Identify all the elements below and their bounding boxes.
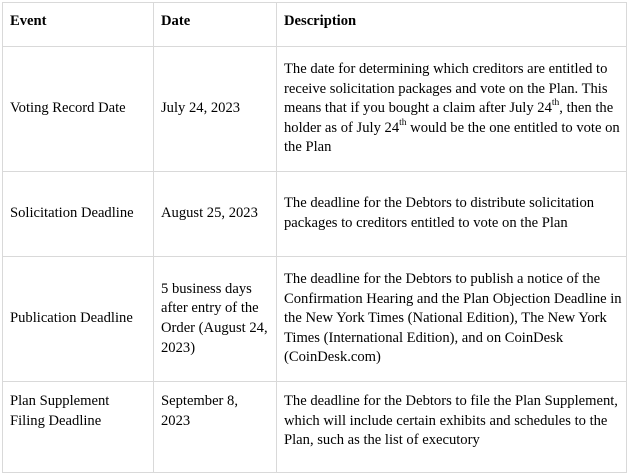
date-cell: July 24, 2023	[154, 47, 277, 172]
ordinal-suffix: th	[399, 117, 407, 128]
event-cell: Voting Record Date	[3, 47, 154, 172]
header-event: Event	[3, 3, 154, 47]
event-cell: Plan Supplement Filing Deadline	[3, 382, 154, 473]
description-text: would be the one entitled to vote on the Plan	[284, 119, 620, 156]
table-row	[3, 382, 627, 473]
event-cell: Publication Deadline	[3, 257, 154, 382]
description-text: , then the holder as of July 24	[284, 100, 614, 136]
header-row	[3, 3, 627, 47]
description-cell: The deadline for the Debtors to distribute solicitation packages to creditors entitled to vote on the Plan	[277, 172, 627, 257]
table-row	[3, 47, 627, 172]
date-cell: 5 business days after entry of the Order (August 24, 2023)	[154, 257, 277, 382]
table-row	[3, 257, 627, 382]
description-cell: The deadline for the Debtors to file the Plan Supplement, which will include certain exhibits and schedules to the Plan, such as the list of executory	[277, 382, 627, 473]
date-cell: August 25, 2023	[154, 172, 277, 257]
deadlines-table	[2, 2, 627, 473]
date-cell: September 8, 2023	[154, 382, 277, 473]
description-cell: The deadline for the Debtors to publish a notice of the Confirmation Hearing and the Plan Objection Deadline in the New York Times (National Edition), The New York Times (International Edition), and on CoinDesk (CoinDesk.com)	[277, 257, 627, 382]
ordinal-suffix: th	[551, 98, 560, 109]
header-description: Description	[277, 3, 627, 47]
header-date: Date	[154, 3, 277, 47]
description-cell	[277, 47, 627, 172]
event-cell: Solicitation Deadline	[3, 172, 154, 257]
description-text: The date for determining which creditors are entitled to receive solicitation packages and vote on the Plan. This means that if you bought a claim after July 24	[284, 61, 608, 117]
table-row	[3, 172, 627, 257]
